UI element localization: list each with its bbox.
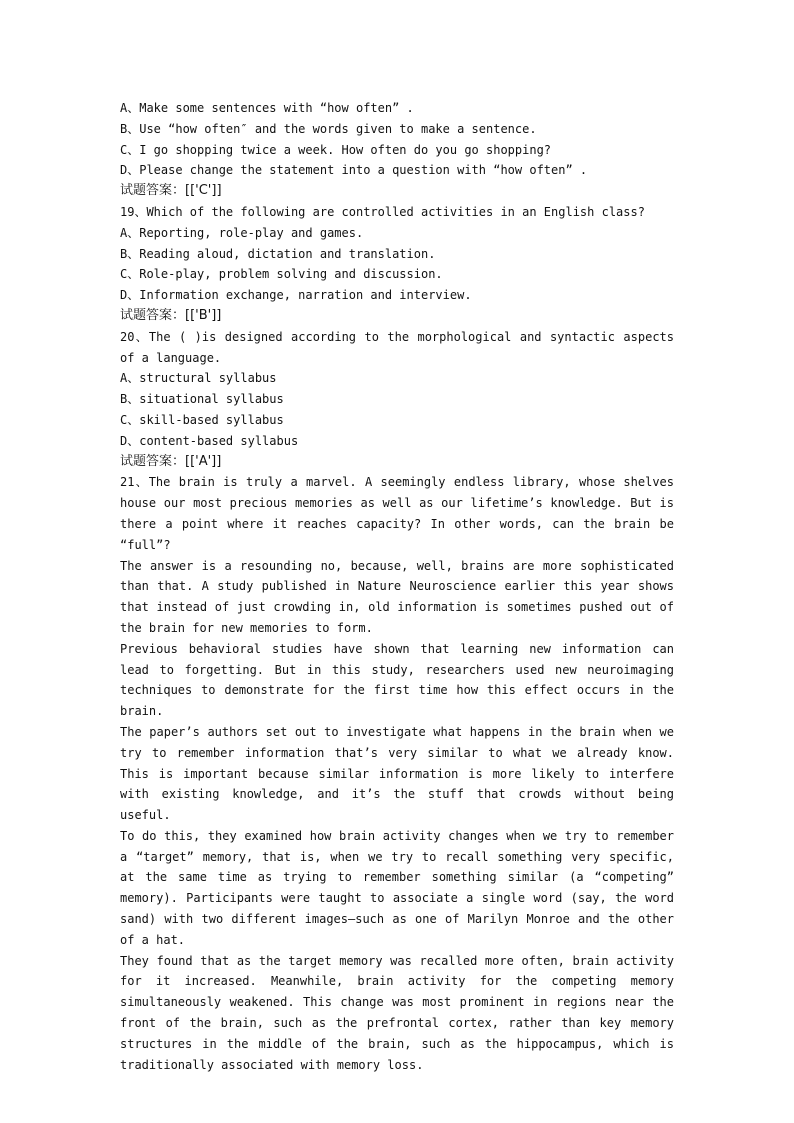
q21-paragraph: Previous behavioral studies have shown that learning new information can lead to forgetting. But in this study, researchers used new neuroimaging techniques to demonstrate for the first time how this effect occurs in the brain. — [120, 641, 674, 719]
q19-option-c: C、Role-play, problem solving and discussion. — [120, 267, 443, 282]
q21-paragraph: 21、The brain is truly a marvel. A seemingly endless library, whose shelves house our most precious memories as well as our lifetime’s knowledge. But is there a point where it reaches capacity? In other words, can the brain be “full”? — [120, 475, 674, 552]
q19-answer: 试题答案：[['B']] — [120, 307, 222, 323]
document-page — [120, 98, 674, 1075]
q21-paragraph: The answer is a resounding no, because, well, brains are more sophisticated than that. A study published in Nature Neuroscience earlier this year shows that instead of just crowding in, old information is sometimes pushed out of the brain for new memories to form. — [120, 558, 674, 635]
q19-question: 19、Which of the following are controlled activities in an English class? — [120, 204, 645, 219]
q18-answer: 试题答案：[['C']] — [120, 183, 222, 199]
q20-option-b: B、situational syllabus — [120, 392, 284, 407]
q18-option-c: C、I go shopping twice a week. How often do you go shopping? — [120, 142, 552, 157]
q21-paragraph: The paper’s authors set out to investigate what happens in the brain when we try to remember information that’s very similar to what we already know. This is important because similar information is more likely to interfere with existing knowledge, and it’s the stuff that crowds without being useful. — [120, 724, 674, 823]
q18-option-a: A、Make some sentences with “how often” . — [120, 101, 414, 115]
q18-option-b: B、Use “how often″ and the words given to make a sentence. — [120, 121, 537, 136]
q20-answer: 试题答案：[['A']] — [120, 453, 222, 469]
q18-option-d: D、Please change the statement into a question with “how often” . — [120, 163, 588, 178]
q20-question: 20、The ( )is designed according to the morphological and syntactic aspects of a language. — [120, 329, 674, 365]
q21-paragraph: They found that as the target memory was recalled more often, brain activity for it increased. Meanwhile, brain activity for the competing memory simultaneously weakened. This change was most prominent in regions near the front of the brain, such as the prefrontal cortex, rather than key memory structures in the middle of the brain, such as the hippocampus, which is traditionally associated with memory loss. — [120, 953, 674, 1072]
q21-paragraph: To do this, they examined how brain activity changes when we try to remember a “target” memory, that is, when we try to recall something very specific, at the same time as trying to remember something similar (a “competing” memory). Participants were taught to associate a single word (say, the word sand) with two different images—such as one of Marilyn Monroe and the other of a hat. — [120, 828, 674, 947]
q20-option-a: A、structural syllabus — [120, 371, 277, 386]
q19-option-d: D、Information exchange, narration and interview. — [120, 288, 472, 303]
q19-option-a: A、Reporting, role-play and games. — [120, 225, 364, 240]
q20-option-c: C、skill-based syllabus — [120, 412, 284, 427]
q20-option-d: D、content-based syllabus — [120, 433, 299, 448]
q19-option-b: B、Reading aloud, dictation and translation. — [120, 246, 436, 261]
